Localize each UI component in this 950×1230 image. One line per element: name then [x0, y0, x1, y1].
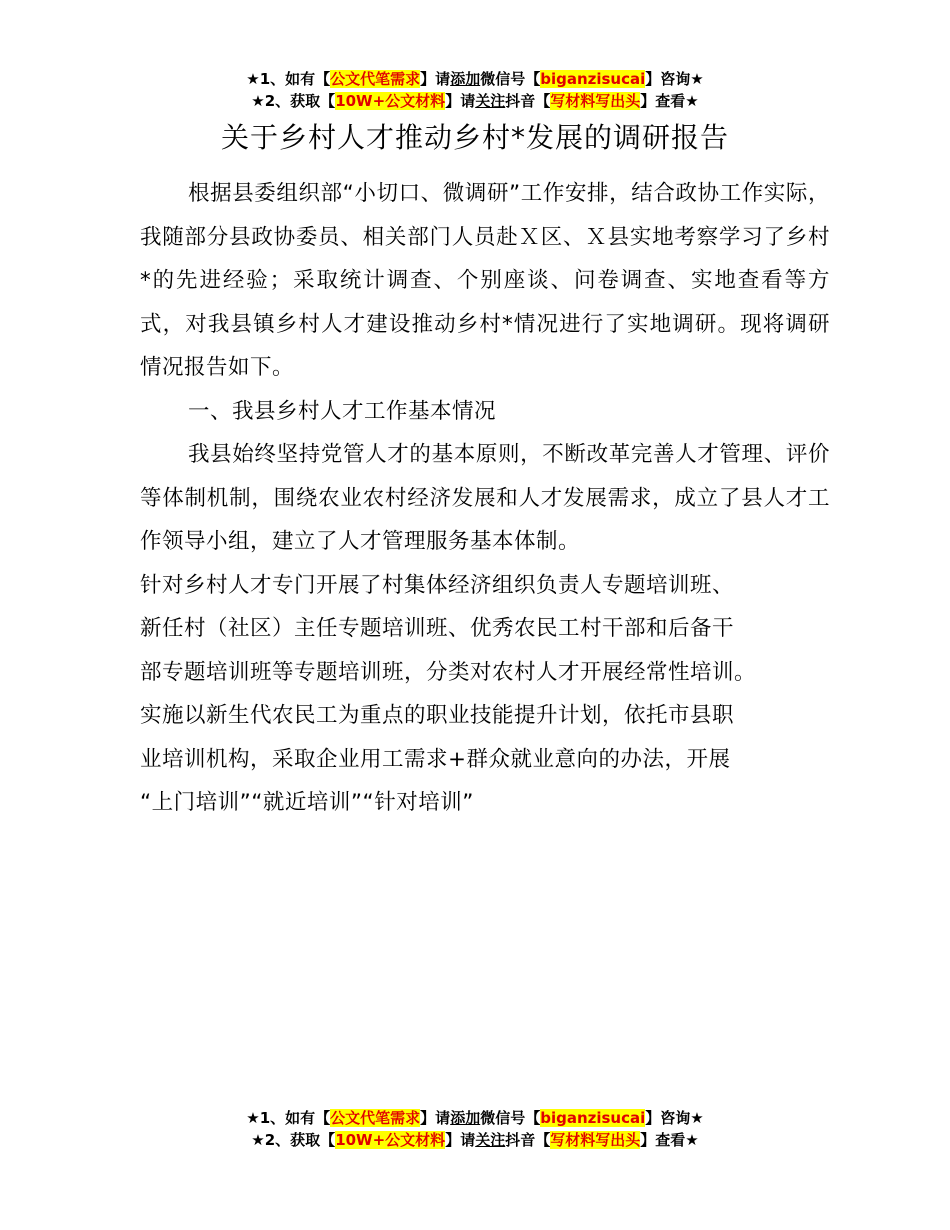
banner-highlight: 10W+公文材料: [335, 92, 446, 110]
header-banner: [0, 68, 950, 112]
section-heading: 一、我县乡村人才工作基本情况: [188, 398, 497, 424]
banner-line-1: [0, 1107, 950, 1129]
paragraph-overview: 我县始终坚持党管人才的基本原则，不断改革完善人才管理、评价等体制机制，围绕农业农村经济发展和人才发展需求，成立了县人才工作领导小组，建立了人才管理服务基本体制。: [140, 442, 830, 554]
banner-highlight: biganzisucai: [540, 1109, 646, 1127]
banner-text: 】请: [445, 92, 476, 110]
banner-underlined-text: 关注: [475, 1131, 506, 1149]
banner-text: ★1、如有【: [246, 70, 331, 88]
banner-highlight: biganzisucai: [540, 70, 646, 88]
banner-underlined-text: 添加: [450, 70, 481, 88]
paragraph-line: 针对乡村人才专门开展了村集体经济组织负责人专题培训班、: [140, 572, 735, 598]
banner-text: 】咨询★: [645, 1109, 704, 1127]
banner-highlight: 写材料写出头: [550, 1131, 641, 1149]
banner-line-1: [0, 68, 950, 90]
banner-line-2: [0, 90, 950, 112]
banner-line-2: [0, 1129, 950, 1151]
banner-highlight: 写材料写出头: [550, 92, 641, 110]
footer-banner: [0, 1107, 950, 1151]
paragraph-line: 业培训机构，采取企业用工需求+群众就业意向的办法，开展: [140, 746, 731, 772]
banner-text: ★2、获取【: [251, 92, 336, 110]
paragraph-intro: 根据县委组织部“小切口、微调研”工作安排，结合政协工作实际，我随部分县政协委员、相关部门人员赴Ｘ区、Ｘ县实地考察学习了乡村*的先进经验；采取统计调查、个别座谈、问卷调查、实地查看等方式，对我县镇乡村人才建设推动乡村*情况进行了实地调研。现将调研情况报告如下。: [140, 181, 830, 380]
document-body: [140, 172, 830, 825]
banner-text: 抖音【: [505, 1131, 551, 1149]
paragraph-line: 新任村（社区）主任专题培训班、优秀农民工村干部和后备干: [140, 616, 735, 641]
banner-text: 】请: [445, 1131, 476, 1149]
banner-text: 】查看★: [640, 1131, 699, 1149]
banner-text: ★1、如有【: [246, 1109, 331, 1127]
banner-text: 】请: [420, 70, 451, 88]
banner-underlined-text: 添加: [450, 1109, 481, 1127]
paragraph-line: 部专题培训班等专题培训班，分类对农村人才开展经常性培训。: [140, 659, 757, 685]
paragraph-line: “上门培训”“就近培训”“针对培训”: [140, 790, 474, 815]
banner-text: 抖音【: [505, 92, 551, 110]
banner-underlined-text: 关注: [475, 92, 506, 110]
banner-highlight: 公文代笔需求: [330, 1109, 421, 1127]
banner-text: 微信号【: [480, 70, 541, 88]
banner-text: 】咨询★: [645, 70, 704, 88]
banner-highlight: 公文代笔需求: [330, 70, 421, 88]
banner-text: 微信号【: [480, 1109, 541, 1127]
banner-text: 】查看★: [640, 92, 699, 110]
paragraph-line: 实施以新生代农民工为重点的职业技能提升计划，依托市县职: [140, 703, 735, 728]
banner-text: ★2、获取【: [251, 1131, 336, 1149]
banner-highlight: 10W+公文材料: [335, 1131, 446, 1149]
banner-text: 】请: [420, 1109, 451, 1127]
document-title: 关于乡村人才推动乡村*发展的调研报告: [220, 121, 729, 154]
